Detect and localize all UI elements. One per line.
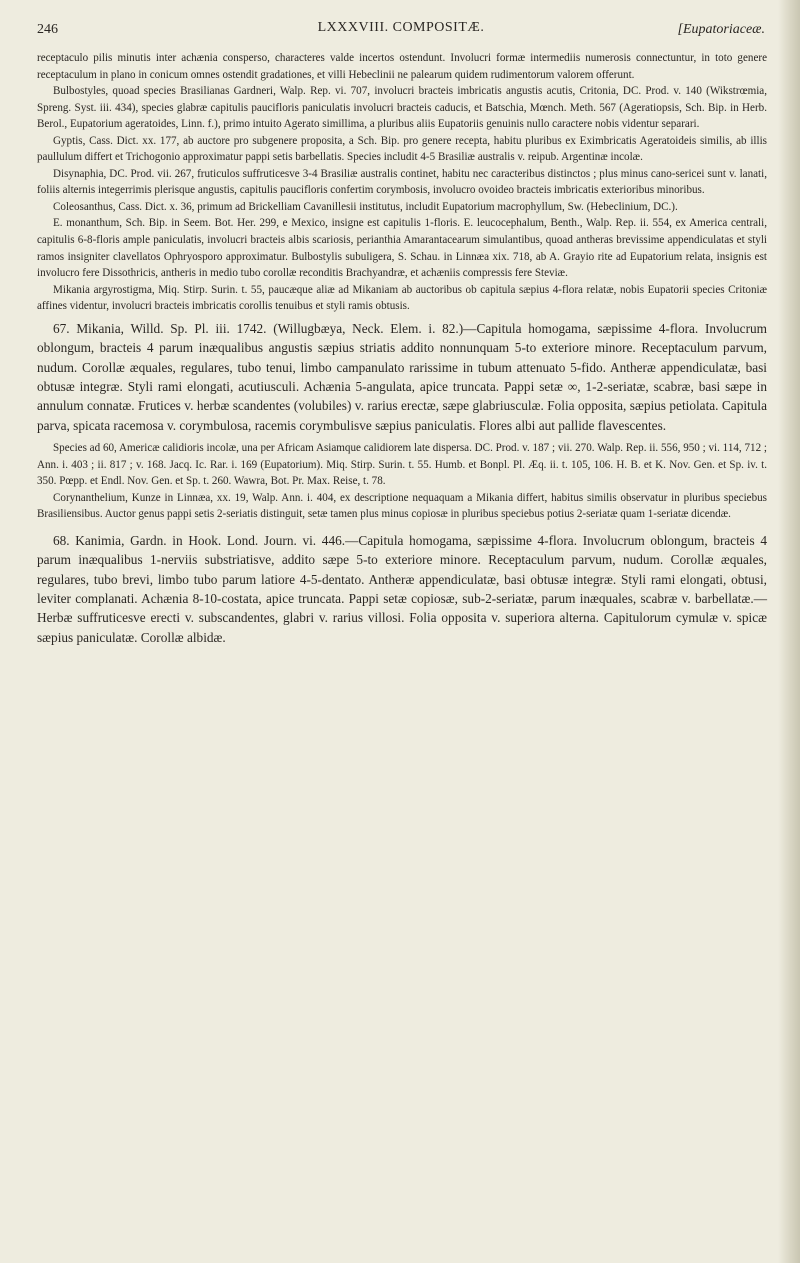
note-disynaphia: Disynaphia, DC. Prod. vii. 267, fruticulos suffruticesve 3-4 Brasiliæ australis continet, habitu nec caracteribus distinctos ; plus minus cano-sericei sunt v. lanati, foliis alternis integerrimis plerisque angustis, capitulis paucifloris confertim corymbosis, involucro ovoideo bracteis imbricatis exterioribus minoribus. [37, 167, 767, 197]
note-gyptis: Gyptis, Cass. Dict. xx. 177, ab auctore pro subgenere proposita, a Sch. Bip. pro genere recepta, habitu pluribus ex Eximbricatis Ageratoideis similis, ab illis paullulum differt et Trichogonio approximatur pappi setis barbellatis. Species includit 4-5 Brasiliæ australis v. reipub. Argentinæ incolæ. [37, 134, 767, 164]
note-mikania-argyrostigma: Mikania argyrostigma, Miq. Stirp. Surin. t. 55, paucæque aliæ ad Mikaniam ab auctoribus ob capitula sæpius 4-flora relatæ, nobis Eupatorii species Critoniæ affines videntur, involucri bracteis imbricatis corollis tenuibus et styli ramis obtusis. [37, 283, 767, 313]
note-paragraph: receptaculo pilis minutis inter achænia consperso, characteres valde incertos ostendunt. Involucri formæ intermediis numerosis connectuntur, in toto genere receptaculum in plano in conicum omnes ostendit gradationes, et villi Hebeclinii ne palearum quidem rudimentorum valorem offerunt. [37, 52, 767, 81]
corynanthelium-note: Corynanthelium, Kunze in Linnæa, xx. 19, Walp. Ann. i. 404, ex descriptione nequaquam a Mikania differt, habitus similis observatur in pluribus speciebus Brasiliensibus. Auctor genus pappi setis 2-seriatis distinguit, setæ tamen plus minus copiosæ in pluribus speciebus potius 2-seriatæ quam 1-seriatæ dicendæ. [37, 491, 767, 521]
genus-kanimia: 68. Kanimia, Gardn. in Hook. Lond. Journ. vi. 446.—Capitula homogama, sæpissime 4-flora. Involucrum oblongum, bracteis 4 parum inæqualibus 1-nerviis substriatisve, addito sæpe 5-to exteriore minore. Receptaculum parvum, nudum. Corollæ æquales, regulares, tubo brevi, limbo tubo parum latiore 4-5-dentato. Antheræ appendiculatæ, basi obtusæ integræ. Styli rami elongati, obtusi, leviter complanati. Achænia 8-10-costata, apice truncata. Pappi setæ copiosæ, sub-2-seriatæ, parum inæquales, scabræ v. barbellatæ.—Herbæ suffruticesve erecti v. subscandentes, glabri v. rarius villosi. Folia opposita v. superiora alterna. Capitulorum cymulæ v. spicæ sæpius paniculatæ. Corollæ albidæ. [37, 532, 767, 645]
page-binding-shadow [778, 0, 800, 1263]
eupatorium-notes [37, 50, 767, 315]
running-header [37, 20, 765, 42]
note-coleosanthus: Coleosanthus, Cass. Dict. x. 36, primum ad Brickelliam Cavanillesii institutus, includit Eupatorium macrophyllum, Sw. (Hebeclinium, DC.). [53, 200, 678, 213]
page-body [37, 50, 767, 647]
mikania-species-note: Species ad 60, Americæ calidioris incolæ, una per Africam Asiamque calidiorem late dispersa. DC. Prod. v. 187 ; vii. 270. Walp. Rep. ii. 556, 950 ; vi. 114, 712 ; Ann. i. 403 ; ii. 817 ; v. 168. Jacq. Ic. Rar. i. 169 (Eupatorium). Miq. Stirp. Surin. t. 55. Humb. et Bonpl. Pl. Æq. ii. t. 105, 106. H. B. et K. Nov. Gen. et Sp. iv. t. 350. Pœpp. et Endl. Nov. Gen. et Sp. t. 260. Wawra, Bot. Pr. Max. Reise, t. 78. [37, 442, 767, 488]
note-bulbostyles: Bulbostyles, quoad species Brasilianas Gardneri, Walp. Rep. vi. 707, involucri bracteis imbricatis angustis acutis, Critonia, DC. Prod. v. 140 (Wikstrœmia, Spreng. Syst. iii. 434), species glabræ capitulis paucifloris paniculatis involucri bracteis caducis, et Batschia, Mœnch. Meth. 567 (Ageratiopsis, Sch. Bip. in Herb. Berol., Eupatorium ageratoides, Linn. f.), primo intuito Agerato simillima, a pluribus aliis Eupatoriis genuinis nullo caractere nobis videntur separari. [37, 85, 767, 131]
section-heading: [Eupatoriaceæ. [677, 22, 765, 37]
note-species: E. monanthum, Sch. Bip. in Seem. Bot. Her. 299, e Mexico, insigne est capitulis 1-floris. E. leucocephalum, Benth., Walp. Rep. ii. 554, ex America centrali, capitulis 6-8-floris ample paniculatis, involucri bracteis albis scariosis, perianthia Amarantacearum simulantibus, quoad antheras brevissime appendiculatas et styli ramos insigniter clavellatos Ophryosporo approximatur. Bulbostylis subuligera, S. Schau. in Linnæa xix. 718, ab A. Grayio rite ad Eupatorium relata, insignis est involucro fere Dissothricis, antheris in medio tubo corollæ reconditis Brachyandræ, et achæniis compressis fere Steviæ. [37, 217, 767, 280]
genus-mikania: 67. Mikania, Willd. Sp. Pl. iii. 1742. (Willugbæya, Neck. Elem. i. 82.)—Capitula homogama, sæpissime 4-flora. Involucrum oblongum, bracteis 4 parum inæqualibus angustis sæpius striatis addito nonnunquam 5-to exteriore minore. Receptaculum parvum, nudum. Corollæ æquales, regulares, tubo tenui, limbo campanulato rarissime in tubum attenuato 5-fido. Antheræ appendiculatæ, basi obtusæ integræ. Styli rami elongati, acutiusculi. Achænia 5-angulata, apice truncata. Pappi setæ ∞, 1-2-seriatæ, scabræ, basi sæpe in annulum connatæ. Frutices v. herbæ scandentes (volubiles) v. rarius erectæ, sæpe glabriusculæ. Folia opposita, sæpius petiolata. Capitula parva, spicata racemosa v. corymbulosa, racemis corymbulisve sæpius paniculatis. Flores albi aut pallide flavescentes. [37, 320, 767, 433]
page-number: 246 [37, 22, 58, 37]
chapter-heading: LXXXVIII. COMPOSITÆ. [317, 20, 485, 35]
